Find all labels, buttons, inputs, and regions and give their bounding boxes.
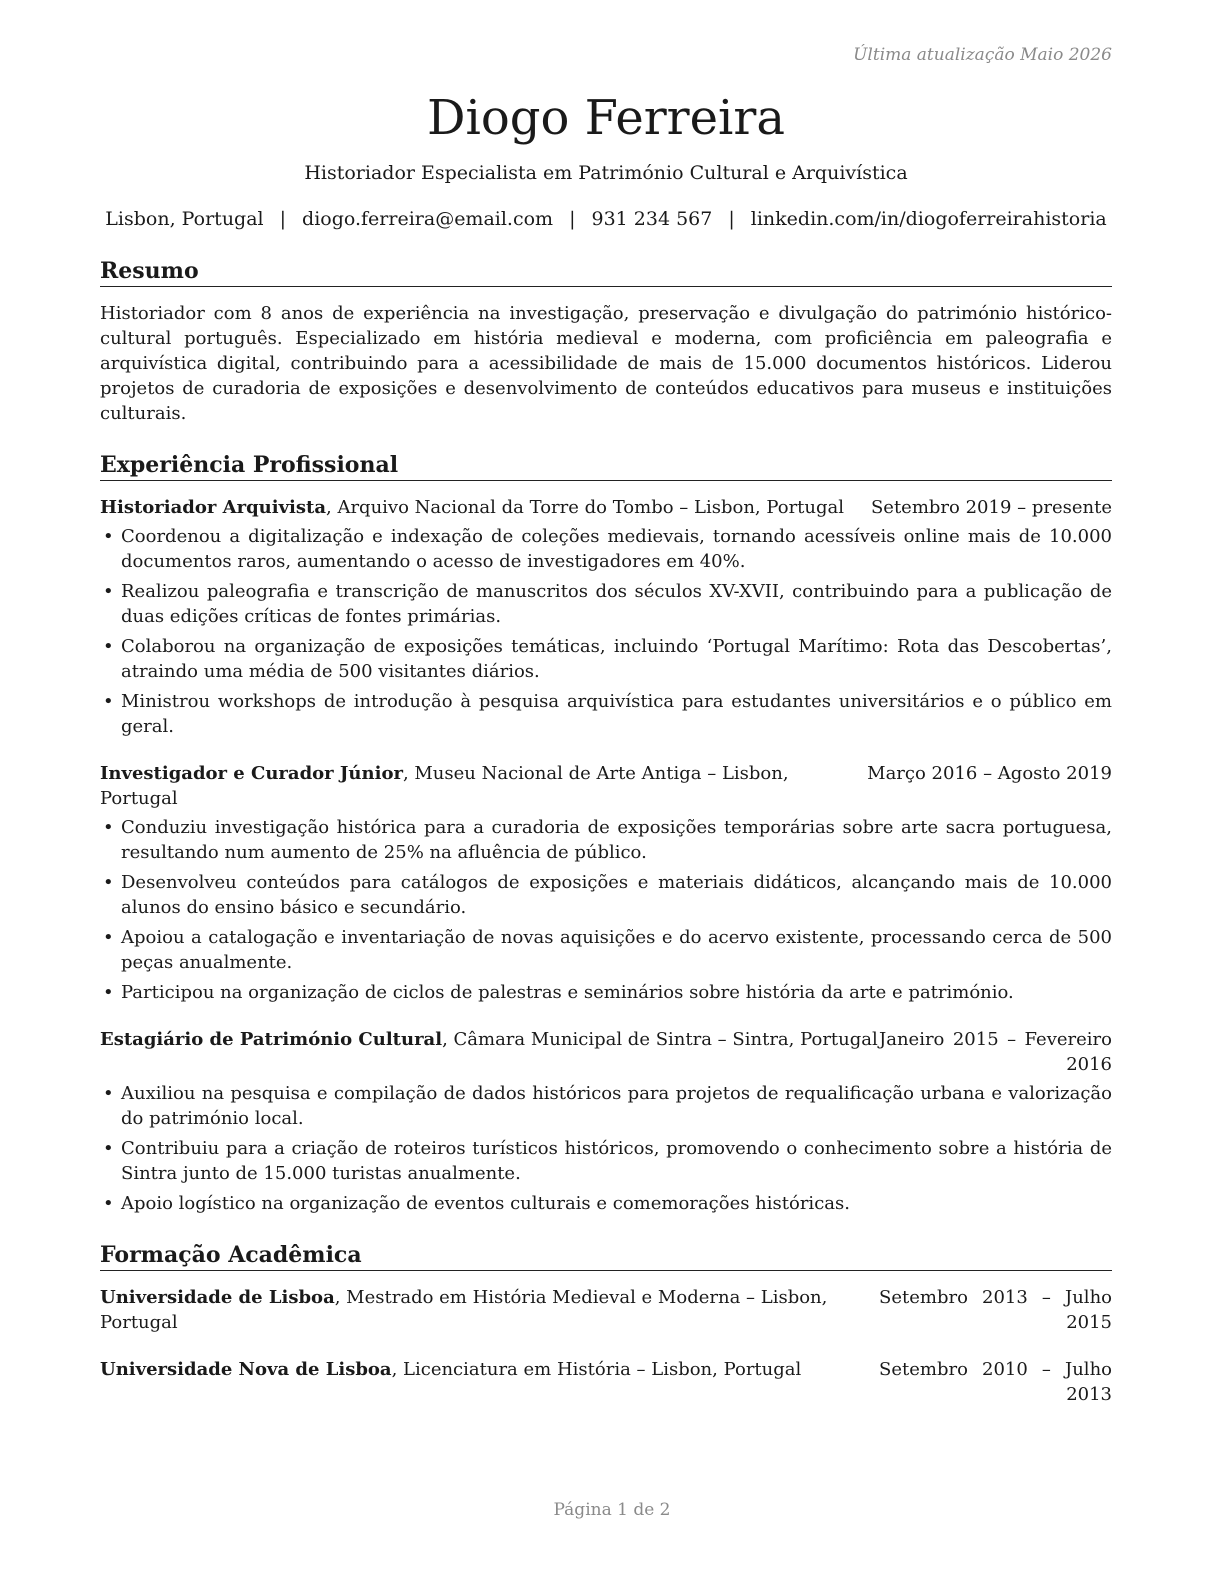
- job-role: Investigador e Curador Júnior: [100, 763, 403, 784]
- contact-separator: |: [728, 208, 735, 230]
- last-updated: Última atualização Maio 2026: [853, 45, 1112, 65]
- list-item: • Participou na organização de ciclos de palestras e seminários sobre história da arte e património.: [100, 980, 1112, 1005]
- education-header: [100, 1357, 1112, 1407]
- job-entry: [100, 761, 1112, 1005]
- job-org: , Museu Nacional de Arte Antiga – Lisbon, Portugal: [100, 763, 789, 809]
- job-dates: Março 2016 – Agosto 2019: [867, 763, 1112, 784]
- education-entry: [100, 1357, 1112, 1407]
- job-title-line: [100, 761, 867, 811]
- experience-section: [100, 450, 1112, 1216]
- contact-separator: |: [569, 208, 576, 230]
- job-org: , Câmara Municipal de Sintra – Sintra, Portugal: [442, 1029, 878, 1050]
- contact-separator: |: [279, 208, 287, 230]
- contact-phone[interactable]: 931 234 567: [591, 208, 713, 230]
- education-entry: [100, 1285, 1112, 1335]
- resume-page: [100, 40, 1112, 1407]
- list-item: • Auxiliou na pesquisa e compilação de dados históricos para projetos de requalificação urbana e valorização do património local.: [100, 1081, 1112, 1131]
- job-bullets: [100, 815, 1112, 1005]
- summary-section: [100, 256, 1112, 426]
- list-item: • Colaborou na organização de exposições temáticas, incluindo ‘Portugal Marítimo: Rota das Descobertas’, atraindo uma média de 500 visitantes diários.: [100, 634, 1112, 684]
- education-school: Universidade de Lisboa: [100, 1287, 335, 1308]
- job-title-line: [100, 1027, 879, 1052]
- contact-email[interactable]: diogo.ferreira@email.com: [302, 208, 554, 230]
- job-entry: [100, 495, 1112, 739]
- education-section: [100, 1240, 1112, 1407]
- section-title-education: Formação Acadêmica: [100, 1240, 1112, 1271]
- education-dates: Setembro 2013 – Julho 2015: [879, 1287, 1112, 1333]
- job-dates: Setembro 2019 – presente: [870, 497, 1112, 518]
- education-title-line: [100, 1357, 879, 1382]
- job-org: , Arquivo Nacional da Torre do Tombo – Lisbon, Portugal: [326, 497, 845, 518]
- job-header: [100, 495, 1112, 520]
- job-role: Historiador Arquivista: [100, 497, 326, 518]
- list-item: • Ministrou workshops de introdução à pesquisa arquivística para estudantes universitários e o público em geral.: [100, 689, 1112, 739]
- list-item: • Realizou paleografia e transcrição de manuscritos dos séculos XV-XVII, contribuindo para a publicação de duas edições críticas de fontes primárias.: [100, 579, 1112, 629]
- list-item: • Conduziu investigação histórica para a curadoria de exposições temporárias sobre arte sacra portuguesa, resultando num aumento de 25% na afluência de público.: [100, 815, 1112, 865]
- job-header: [100, 761, 1112, 811]
- contact-linkedin[interactable]: linkedin.com/in/diogoferreirahistoria: [750, 208, 1107, 230]
- education-school: Universidade Nova de Lisboa: [100, 1359, 392, 1380]
- education-detail: , Licenciatura em História – Lisbon, Portugal: [391, 1359, 802, 1380]
- page-number: Página 1 de 2: [553, 1500, 671, 1520]
- list-item: • Coordenou a digitalização e indexação de coleções medievais, tornando acessíveis online mais de 10.000 documentos raros, aumentando o acesso de investigadores em 40%.: [100, 524, 1112, 574]
- candidate-title: Historiador Especialista em Património Cultural e Arquivística: [304, 162, 908, 184]
- education-detail: , Mestrado em História Medieval e Moderna – Lisbon, Portugal: [100, 1287, 828, 1333]
- education-header: [100, 1285, 1112, 1335]
- list-item: • Apoio logístico na organização de eventos culturais e comemorações históricas.: [100, 1191, 1112, 1216]
- education-title-line: [100, 1285, 879, 1335]
- list-item: • Desenvolveu conteúdos para catálogos de exposições e materiais didáticos, alcançando mais de 10.000 alunos do ensino básico e secundário.: [100, 870, 1112, 920]
- job-dates: Janeiro 2015 – Fevereiro 2016: [879, 1029, 1112, 1075]
- summary-text: Historiador com 8 anos de experiência na investigação, preservação e divulgação do património histórico-cultural português. Especializado em história medieval e moderna, com proficiência em paleografia e arquivística digital, contribuindo para a acessibilidade de mais de 15.000 documentos históricos. Liderou projetos de curadoria de exposições e desenvolvimento de conteúdos educativos para museus e instituições culturais.: [100, 303, 1112, 424]
- section-title-summary: Resumo: [100, 256, 1112, 287]
- contact-location: Lisbon, Portugal: [105, 208, 264, 230]
- list-item: • Contribuiu para a criação de roteiros turísticos históricos, promovendo o conhecimento sobre a história de Sintra junto de 15.000 turistas anualmente.: [100, 1136, 1112, 1186]
- job-title-line: [100, 495, 871, 520]
- job-role: Estagiário de Património Cultural: [100, 1029, 443, 1050]
- contact-line: [100, 206, 1112, 232]
- education-dates: Setembro 2010 – Julho 2013: [879, 1359, 1112, 1405]
- job-bullets: [100, 1081, 1112, 1216]
- job-header: [100, 1027, 1112, 1077]
- job-entry: [100, 1027, 1112, 1216]
- list-item: • Apoiou a catalogação e inventariação de novas aquisições e do acervo existente, processando cerca de 500 peças anualmente.: [100, 925, 1112, 975]
- section-title-experience: Experiência Profissional: [100, 450, 1112, 481]
- job-bullets: [100, 524, 1112, 739]
- candidate-name: Diogo Ferreira: [427, 90, 785, 146]
